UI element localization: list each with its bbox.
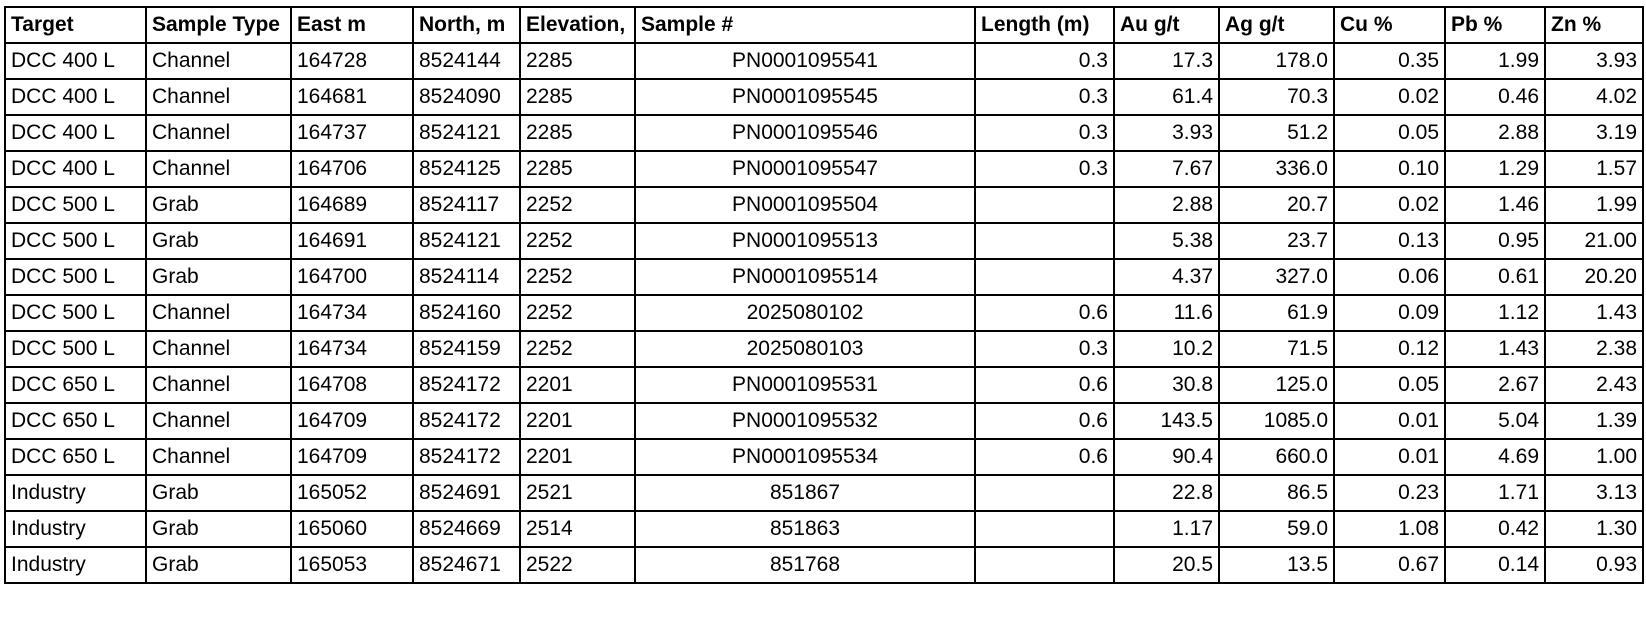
cell-sample-type: Grab [146, 223, 291, 259]
cell-sample-number: 851768 [635, 547, 975, 583]
cell-length: 0.6 [975, 403, 1114, 439]
cell-cu: 0.06 [1334, 259, 1445, 295]
cell-cu: 0.09 [1334, 295, 1445, 331]
cell-zn: 3.13 [1545, 475, 1643, 511]
table-row [5, 367, 1643, 403]
table-row [5, 547, 1643, 583]
cell-zn: 1.57 [1545, 151, 1643, 187]
cell-elevation: 2285 [520, 115, 635, 151]
cell-north: 8524172 [413, 439, 520, 475]
column-header-north: North, m [413, 7, 520, 43]
cell-length: 0.6 [975, 295, 1114, 331]
cell-north: 8524691 [413, 475, 520, 511]
cell-au: 22.8 [1114, 475, 1219, 511]
cell-ag: 125.0 [1219, 367, 1334, 403]
cell-elevation: 2522 [520, 547, 635, 583]
column-header-au: Au g/t [1114, 7, 1219, 43]
cell-ag: 1085.0 [1219, 403, 1334, 439]
cell-east: 164691 [291, 223, 413, 259]
table-row [5, 223, 1643, 259]
cell-east: 164709 [291, 439, 413, 475]
cell-sample-number: PN0001095514 [635, 259, 975, 295]
cell-sample-number: 2025080103 [635, 331, 975, 367]
cell-pb: 5.04 [1445, 403, 1545, 439]
cell-sample-number: PN0001095532 [635, 403, 975, 439]
table-row [5, 79, 1643, 115]
cell-sample-number: 2025080102 [635, 295, 975, 331]
table-row [5, 115, 1643, 151]
cell-ag: 59.0 [1219, 511, 1334, 547]
cell-east: 164700 [291, 259, 413, 295]
cell-cu: 0.23 [1334, 475, 1445, 511]
cell-east: 165052 [291, 475, 413, 511]
cell-sample-type: Grab [146, 259, 291, 295]
table-row [5, 295, 1643, 331]
cell-pb: 1.71 [1445, 475, 1545, 511]
column-header-length: Length (m) [975, 7, 1114, 43]
cell-pb: 4.69 [1445, 439, 1545, 475]
column-header-elevation: Elevation, [520, 7, 635, 43]
cell-north: 8524669 [413, 511, 520, 547]
cell-zn: 3.19 [1545, 115, 1643, 151]
cell-elevation: 2521 [520, 475, 635, 511]
cell-east: 165060 [291, 511, 413, 547]
cell-cu: 0.05 [1334, 115, 1445, 151]
cell-cu: 0.05 [1334, 367, 1445, 403]
cell-length: 0.3 [975, 79, 1114, 115]
cell-cu: 1.08 [1334, 511, 1445, 547]
cell-sample-number: PN0001095504 [635, 187, 975, 223]
table-row [5, 151, 1643, 187]
cell-cu: 0.35 [1334, 43, 1445, 79]
cell-ag: 23.7 [1219, 223, 1334, 259]
cell-north: 8524160 [413, 295, 520, 331]
cell-target: DCC 650 L [5, 403, 146, 439]
cell-au: 17.3 [1114, 43, 1219, 79]
cell-pb: 1.99 [1445, 43, 1545, 79]
column-header-east: East m [291, 7, 413, 43]
cell-ag: 86.5 [1219, 475, 1334, 511]
table-row [5, 259, 1643, 295]
table-row [5, 403, 1643, 439]
cell-pb: 0.46 [1445, 79, 1545, 115]
cell-length [975, 475, 1114, 511]
table-row [5, 331, 1643, 367]
cell-east: 164734 [291, 331, 413, 367]
cell-length: 0.6 [975, 367, 1114, 403]
cell-east: 164728 [291, 43, 413, 79]
cell-east: 164706 [291, 151, 413, 187]
cell-au: 7.67 [1114, 151, 1219, 187]
cell-target: DCC 400 L [5, 115, 146, 151]
cell-target: DCC 500 L [5, 331, 146, 367]
cell-sample-number: PN0001095547 [635, 151, 975, 187]
cell-target: Industry [5, 475, 146, 511]
cell-au: 4.37 [1114, 259, 1219, 295]
table-row [5, 475, 1643, 511]
cell-pb: 2.88 [1445, 115, 1545, 151]
cell-pb: 2.67 [1445, 367, 1545, 403]
table-row [5, 43, 1643, 79]
cell-au: 30.8 [1114, 367, 1219, 403]
cell-target: DCC 400 L [5, 43, 146, 79]
cell-sample-type: Channel [146, 43, 291, 79]
cell-pb: 1.29 [1445, 151, 1545, 187]
cell-zn: 2.43 [1545, 367, 1643, 403]
cell-au: 90.4 [1114, 439, 1219, 475]
cell-sample-type: Grab [146, 475, 291, 511]
cell-length: 0.3 [975, 115, 1114, 151]
cell-sample-number: PN0001095545 [635, 79, 975, 115]
cell-au: 3.93 [1114, 115, 1219, 151]
cell-au: 20.5 [1114, 547, 1219, 583]
cell-pb: 1.43 [1445, 331, 1545, 367]
cell-ag: 70.3 [1219, 79, 1334, 115]
cell-length [975, 187, 1114, 223]
cell-sample-type: Grab [146, 547, 291, 583]
cell-target: Industry [5, 511, 146, 547]
cell-zn: 21.00 [1545, 223, 1643, 259]
cell-north: 8524121 [413, 223, 520, 259]
cell-elevation: 2201 [520, 403, 635, 439]
cell-elevation: 2201 [520, 367, 635, 403]
cell-target: DCC 500 L [5, 187, 146, 223]
cell-east: 164734 [291, 295, 413, 331]
cell-sample-type: Channel [146, 439, 291, 475]
cell-elevation: 2252 [520, 223, 635, 259]
cell-elevation: 2252 [520, 331, 635, 367]
cell-north: 8524671 [413, 547, 520, 583]
table-header-row [5, 7, 1643, 43]
cell-east: 164708 [291, 367, 413, 403]
cell-cu: 0.02 [1334, 187, 1445, 223]
cell-pb: 0.14 [1445, 547, 1545, 583]
cell-sample-type: Channel [146, 79, 291, 115]
cell-elevation: 2252 [520, 187, 635, 223]
cell-au: 61.4 [1114, 79, 1219, 115]
cell-length [975, 511, 1114, 547]
cell-north: 8524144 [413, 43, 520, 79]
cell-ag: 336.0 [1219, 151, 1334, 187]
cell-pb: 0.95 [1445, 223, 1545, 259]
cell-east: 165053 [291, 547, 413, 583]
cell-sample-type: Channel [146, 295, 291, 331]
cell-elevation: 2252 [520, 259, 635, 295]
cell-target: DCC 500 L [5, 223, 146, 259]
cell-au: 5.38 [1114, 223, 1219, 259]
cell-zn: 20.20 [1545, 259, 1643, 295]
cell-ag: 71.5 [1219, 331, 1334, 367]
cell-sample-number: PN0001095546 [635, 115, 975, 151]
cell-north: 8524172 [413, 367, 520, 403]
cell-sample-type: Channel [146, 403, 291, 439]
cell-cu: 0.13 [1334, 223, 1445, 259]
cell-sample-number: PN0001095534 [635, 439, 975, 475]
cell-elevation: 2252 [520, 295, 635, 331]
cell-zn: 1.43 [1545, 295, 1643, 331]
cell-cu: 0.10 [1334, 151, 1445, 187]
cell-north: 8524121 [413, 115, 520, 151]
table-header [5, 7, 1643, 43]
cell-sample-number: PN0001095541 [635, 43, 975, 79]
cell-zn: 1.00 [1545, 439, 1643, 475]
cell-length: 0.6 [975, 439, 1114, 475]
cell-zn: 4.02 [1545, 79, 1643, 115]
table-body [5, 43, 1643, 583]
cell-north: 8524114 [413, 259, 520, 295]
cell-ag: 660.0 [1219, 439, 1334, 475]
cell-east: 164681 [291, 79, 413, 115]
column-header-cu: Cu % [1334, 7, 1445, 43]
cell-length [975, 547, 1114, 583]
cell-elevation: 2285 [520, 151, 635, 187]
table-row [5, 511, 1643, 547]
cell-zn: 1.39 [1545, 403, 1643, 439]
cell-au: 2.88 [1114, 187, 1219, 223]
cell-pb: 1.46 [1445, 187, 1545, 223]
cell-east: 164709 [291, 403, 413, 439]
cell-target: DCC 400 L [5, 79, 146, 115]
cell-zn: 2.38 [1545, 331, 1643, 367]
sample-results-table [4, 6, 1644, 584]
cell-cu: 0.01 [1334, 403, 1445, 439]
cell-sample-type: Channel [146, 151, 291, 187]
column-header-sample-type: Sample Type [146, 7, 291, 43]
cell-target: DCC 400 L [5, 151, 146, 187]
cell-au: 10.2 [1114, 331, 1219, 367]
cell-length [975, 223, 1114, 259]
cell-north: 8524159 [413, 331, 520, 367]
cell-sample-number: PN0001095513 [635, 223, 975, 259]
cell-elevation: 2514 [520, 511, 635, 547]
column-header-ag: Ag g/t [1219, 7, 1334, 43]
cell-north: 8524117 [413, 187, 520, 223]
cell-north: 8524090 [413, 79, 520, 115]
cell-pb: 0.61 [1445, 259, 1545, 295]
cell-sample-type: Channel [146, 331, 291, 367]
cell-length: 0.3 [975, 43, 1114, 79]
cell-au: 1.17 [1114, 511, 1219, 547]
cell-length: 0.3 [975, 151, 1114, 187]
cell-north: 8524125 [413, 151, 520, 187]
column-header-target: Target [5, 7, 146, 43]
cell-ag: 178.0 [1219, 43, 1334, 79]
cell-cu: 0.67 [1334, 547, 1445, 583]
cell-elevation: 2201 [520, 439, 635, 475]
cell-target: DCC 650 L [5, 367, 146, 403]
cell-cu: 0.12 [1334, 331, 1445, 367]
cell-ag: 13.5 [1219, 547, 1334, 583]
cell-pb: 0.42 [1445, 511, 1545, 547]
cell-sample-type: Channel [146, 367, 291, 403]
cell-zn: 3.93 [1545, 43, 1643, 79]
cell-zn: 1.99 [1545, 187, 1643, 223]
cell-target: DCC 650 L [5, 439, 146, 475]
cell-sample-number: 851863 [635, 511, 975, 547]
cell-target: DCC 500 L [5, 295, 146, 331]
cell-north: 8524172 [413, 403, 520, 439]
cell-east: 164689 [291, 187, 413, 223]
cell-ag: 61.9 [1219, 295, 1334, 331]
cell-sample-type: Channel [146, 115, 291, 151]
cell-au: 143.5 [1114, 403, 1219, 439]
cell-zn: 1.30 [1545, 511, 1643, 547]
cell-ag: 51.2 [1219, 115, 1334, 151]
column-header-pb: Pb % [1445, 7, 1545, 43]
cell-length [975, 259, 1114, 295]
cell-ag: 20.7 [1219, 187, 1334, 223]
cell-cu: 0.01 [1334, 439, 1445, 475]
cell-cu: 0.02 [1334, 79, 1445, 115]
cell-east: 164737 [291, 115, 413, 151]
table-row [5, 187, 1643, 223]
cell-elevation: 2285 [520, 43, 635, 79]
cell-sample-number: PN0001095531 [635, 367, 975, 403]
cell-length: 0.3 [975, 331, 1114, 367]
cell-elevation: 2285 [520, 79, 635, 115]
cell-au: 11.6 [1114, 295, 1219, 331]
cell-sample-number: 851867 [635, 475, 975, 511]
cell-target: DCC 500 L [5, 259, 146, 295]
cell-ag: 327.0 [1219, 259, 1334, 295]
cell-pb: 1.12 [1445, 295, 1545, 331]
column-header-sample-number: Sample # [635, 7, 975, 43]
cell-zn: 0.93 [1545, 547, 1643, 583]
cell-sample-type: Grab [146, 511, 291, 547]
cell-target: Industry [5, 547, 146, 583]
column-header-zn: Zn % [1545, 7, 1643, 43]
cell-sample-type: Grab [146, 187, 291, 223]
table-row [5, 439, 1643, 475]
